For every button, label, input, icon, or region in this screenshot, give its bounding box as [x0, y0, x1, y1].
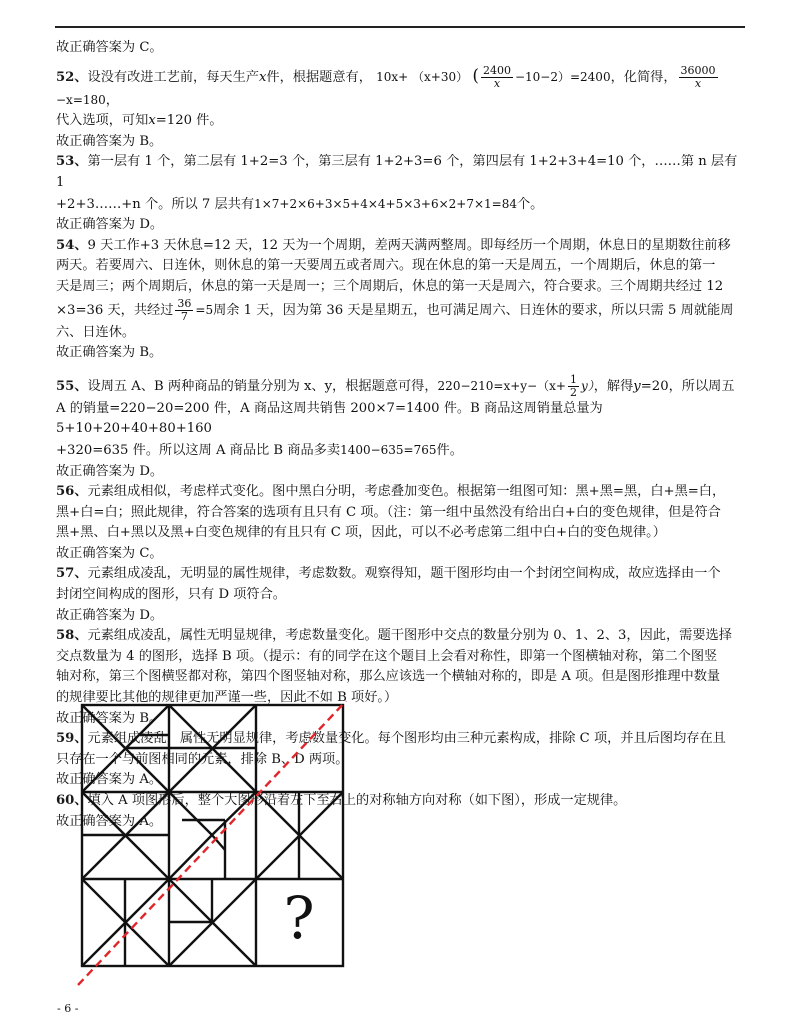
text: 元素组成凌乱，属性无明显规律，考虑数量变化。每个图形均由三种元素构成，排除 C 项，并且后图均存在且 — [87, 731, 726, 747]
answer-line: 故正确答案为 D。 — [56, 607, 164, 623]
text-line — [56, 111, 746, 132]
page-number: - 6 - — [57, 1002, 79, 1015]
text: 周余 1 天，因为第 36 天是星期五，也可满足周六、日连休的要求，所以只需 5 周就能周 — [213, 302, 734, 318]
text-line: 两天。若要周六、日连休，则休息的第一天要周五或者周六。现在休息的第一天是周五，一个周期后，休息的第一 — [56, 258, 716, 274]
text-line: A 的销量=220−20=200 件，A 商品这周共销售 200×7=1400 件。B 商品这周销量总量为 5+10+20+40+80+160 — [56, 400, 603, 437]
text: ， — [105, 92, 119, 108]
question-55 — [56, 374, 746, 399]
variable: x — [258, 69, 267, 85]
answer-line: 故正确答案为 D。 — [56, 217, 164, 233]
text: 元素组成凌乱，无明显的属性规律，考虑数数。观察得知，题干图形均由一个封闭空间构成，故应选择由一个 — [87, 566, 721, 582]
question-53 — [56, 152, 746, 193]
cell-7 — [82, 879, 169, 966]
text-line — [56, 194, 746, 216]
question-number: 57、 — [56, 566, 88, 582]
text: ×3=36 天，共经过 — [56, 302, 174, 318]
question-58 — [56, 626, 746, 647]
question-57 — [56, 564, 746, 585]
text-line: 黑+黑、白+黑以及黑+白变色规律的有且只有 C 项，因此，可以不必考虑第二组中白+白的变色规律。） — [56, 525, 666, 541]
answer-line: 故正确答案为 B。 — [56, 345, 163, 361]
text: 9 天工作+3 天休息=12 天，12 天为一个周期，差两天满两整周。即每经历一个周期，休息日的星期数往前移 — [87, 237, 731, 253]
text: 设没有改进工艺前，每天生产 — [87, 69, 259, 85]
cell-1 — [82, 705, 169, 792]
question-number: 58、 — [56, 628, 88, 644]
cell-5 — [169, 792, 256, 879]
equation: −x=180 — [56, 92, 106, 107]
text: 元素组成相似，考虑样式变化。图中黑白分明，考虑叠加变色。根据第一组图可知：黑+黑=黑，白+黑=白， — [87, 484, 726, 500]
text-line: 的规律要比其他的规律更加严谨一些，因此不如 B 项好。） — [56, 690, 398, 706]
paren: ( — [472, 65, 479, 86]
question-number: 60、 — [56, 793, 88, 808]
text: 个。 — [517, 196, 544, 212]
answer-line: 故正确答案为 C。 — [56, 545, 163, 561]
text: 件。 — [436, 442, 463, 458]
text-line: 黑+白=白；照此规律，符合答案的选项有且只有 C 项。（注：第一组中虽然没有给出白+白的变色规律，但是符合 — [56, 504, 721, 520]
question-52 — [56, 65, 746, 112]
text: 件，根据题意有， — [266, 69, 372, 85]
question-number: 55、 — [56, 378, 88, 394]
text-line: 封闭空间构成的图形，只有 D 项符合。 — [56, 587, 286, 603]
cell-8 — [169, 879, 256, 966]
equation: 1×7+2×6+3×5+4×4+5×3+6×2+7×1=84 — [254, 196, 517, 211]
equation: 220−210=x+y−（x+ — [437, 378, 566, 393]
variable: y — [633, 378, 641, 394]
answer-line: 故正确答案为 D。 — [56, 463, 164, 479]
text: =120 件。 — [155, 113, 223, 129]
equation: y） — [580, 378, 594, 393]
text-line — [56, 440, 746, 462]
question-number: 54、 — [56, 237, 88, 253]
question-number: 56、 — [56, 484, 88, 500]
text: =20，所以周五 — [640, 378, 735, 394]
question-54 — [56, 236, 746, 257]
text: ，化简得， — [610, 69, 677, 85]
text-line: 轴对称，第三个图横竖都对称，第四个图竖轴对称，那么应该选一个横轴对称的，即是 A 项。但是图形推理中数量 — [56, 669, 721, 685]
answer-line: 故正确答案为 A。 — [56, 772, 163, 788]
text: 填入 A 项图形后，整个大图形沿着左下至右上的对称轴方向对称（如下图），形成一定规律。 — [87, 793, 627, 808]
question-56 — [56, 482, 746, 503]
text: +320=635 件。所以这周 A 商品比 B 商品多卖 — [56, 442, 341, 458]
question-mark: ? — [283, 884, 315, 952]
variable: x — [148, 113, 156, 129]
cell-2 — [169, 705, 256, 792]
fraction: $\frac{36}{7}$ — [177, 296, 192, 323]
symmetry-figure — [50, 695, 350, 995]
answer-line: 故正确答案为 C。 — [56, 40, 163, 55]
cell-4 — [82, 792, 169, 879]
equation: −10−2）=2400 — [514, 69, 611, 84]
fraction: $\frac{1}{2}$ — [569, 372, 577, 399]
equation: =5 — [195, 302, 214, 317]
answer-line: 故正确答案为 A。 — [56, 813, 163, 829]
fraction: $\frac{36000}{x}$ — [680, 63, 716, 90]
answer-line: 故正确答案为 B。 — [56, 133, 163, 149]
text: 代入选项，可知 — [56, 113, 149, 129]
cell-6 — [256, 792, 343, 879]
question-number: 59、 — [56, 731, 88, 747]
text-line: 六、日连休。 — [56, 324, 136, 340]
answer-line: 故正确答案为 B。 — [56, 710, 163, 726]
text: ，解得 — [593, 378, 634, 394]
question-number: 53、 — [56, 154, 88, 170]
text-line: 只存在一个与前图相同的元素，排除 B、D 两项。 — [56, 751, 349, 767]
text-line: 交点数量为 4 的图形，选择 B 项。（提示：有的同学在这个题目上会看对称性，即第一个图横轴对称，第二个图竖 — [56, 648, 718, 664]
text: +2+3……+n 个。所以 7 层共有 — [56, 196, 255, 212]
question-number: 52、 — [56, 69, 88, 85]
text: 设周五 A、B 两种商品的销量分别为 x、y，根据题意可得， — [87, 378, 438, 394]
text-line — [56, 298, 746, 323]
fraction: $\frac{2400}{x}$ — [482, 63, 511, 90]
equation: 10x+ （x+30） — [376, 69, 469, 84]
text: 元素组成凌乱，属性无明显规律，考虑数量变化。题干图形中交点的数量分别为 0、1、2、3，因此，需要选择 — [87, 628, 732, 644]
equation: 1400−635=765 — [340, 442, 437, 457]
header-rule — [55, 26, 745, 28]
text: 第一层有 1 个，第二层有 1+2=3 个，第三层有 1+2+3=6 个，第四层有 1+2+3+4=10 个，……第 n 层有 1 — [56, 154, 738, 190]
text-line: 天是周三；两个周期后，休息的第一天是周一；三个周期后，休息的第一天是周六，符合要求。三个周期共经过 12 — [56, 278, 724, 294]
